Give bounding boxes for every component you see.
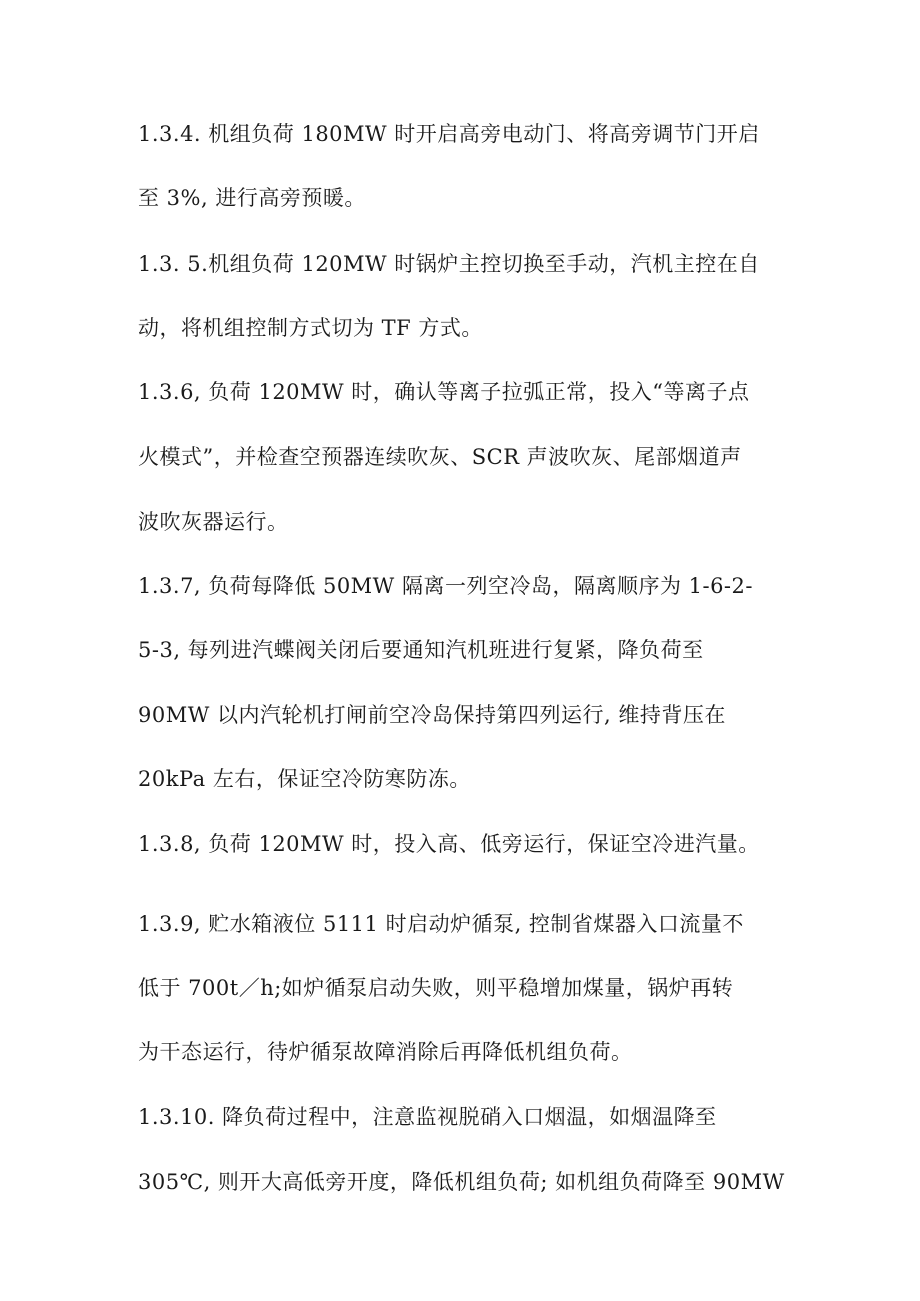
- text-line: 低于 700t／h;如炉循泵启动失败，则平稳增加煤量，锅炉再转: [138, 976, 734, 1000]
- text-line: 1.3.4. 机组负荷 180MW 时开启高旁电动门、将高旁调节门开启: [138, 122, 760, 146]
- text-line: 至 3%, 进行高旁预暖。: [138, 186, 366, 210]
- text-line: 1.3. 5.机组负荷 120MW 时锅炉主控切换至手动，汽机主控在自: [138, 252, 760, 276]
- text-line: 火模式”，并检查空预器连续吹灰、SCR 声波吹灰、尾部烟道声: [138, 445, 742, 469]
- text-line: 1.3.9, 贮水箱液位 5111 时启动炉循泵, 控制省煤器入口流量不: [138, 912, 744, 936]
- text-line: 动，将机组控制方式切为 TF 方式。: [138, 316, 483, 340]
- text-line: 1.3.10. 降负荷过程中，注意监视脱硝入口烟温，如烟温降至: [138, 1105, 717, 1129]
- text-line: 1.3.6, 负荷 120MW 时，确认等离子拉弧正常，投入“等离子点: [138, 380, 750, 404]
- text-line: 90MW 以内汽轮机打闸前空冷岛保持第四列运行, 维持背压在: [138, 703, 726, 727]
- text-line: 5-3, 每列进汽蝶阀关闭后要通知汽机班进行复紧，降负荷至: [138, 638, 704, 662]
- text-line: 波吹灰器运行。: [138, 510, 289, 534]
- text-line: 1.3.7, 负荷每降低 50MW 隔离一列空冷岛，隔离顺序为 1-6-2-: [138, 574, 753, 598]
- text-line: 1.3.8, 负荷 120MW 时，投入高、低旁运行，保证空冷进汽量。: [138, 832, 760, 856]
- text-line: 20kPa 左右，保证空冷防寒防冻。: [138, 767, 471, 791]
- text-line: 为干态运行，待炉循泵故障消除后再降低机组负荷。: [138, 1040, 633, 1064]
- text-line: 305℃, 则开大高低旁开度，降低机组负荷; 如机组负荷降至 90MW: [138, 1170, 785, 1194]
